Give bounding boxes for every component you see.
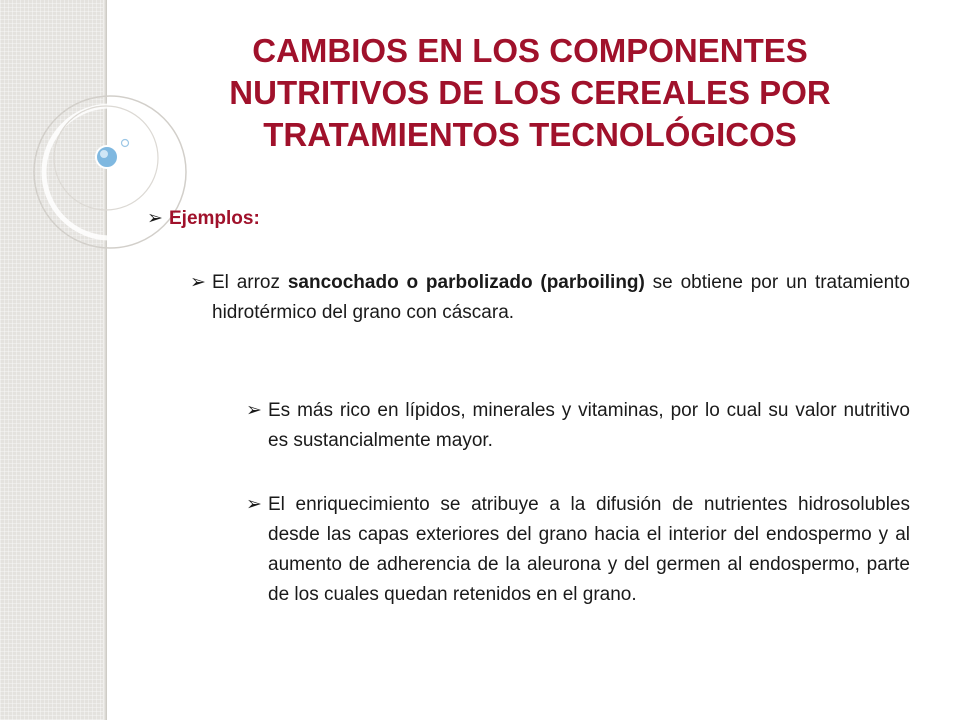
bullet-text: El enriquecimiento se atribuye a la difusión de nutrientes hidrosolubles desde las capas exteriores del grano hacia el interior del endospermo y al aumento de adherencia de la aleurona y del germen al endospermo, parte de los cuales quedan retenidos en el grano.: [268, 494, 910, 605]
arrow-bullet-icon: ➢: [147, 208, 163, 229]
section-bullet: [147, 204, 260, 234]
bullet-text-part: se obtiene por un tratamiento hidrotérmico del grano con cáscara.: [212, 272, 910, 323]
arrow-bullet-icon: ➢: [246, 400, 262, 421]
bullet-text: [212, 268, 910, 328]
bullet-enrichment: [246, 490, 910, 610]
section-label: Ejemplos:: [169, 208, 260, 229]
arrow-bullet-icon: ➢: [190, 272, 206, 293]
slide-title: CAMBIOS EN LOS COMPONENTES NUTRITIVOS DE LOS CEREALES POR TRATAMIENTOS TECNOLÓGICOS: [229, 32, 831, 153]
bullet-text-part: El arroz: [212, 272, 288, 293]
blue-bubble-icon: [96, 146, 118, 168]
bullet-nutrients: [246, 396, 910, 456]
bullet-text: Es más rico en lípidos, minerales y vitaminas, por lo cual su valor nutritivo es sustancialmente mayor.: [268, 400, 910, 451]
bullet-parboiling: [190, 268, 910, 328]
arrow-bullet-icon: ➢: [246, 494, 262, 515]
small-bubble-icon: [122, 140, 129, 147]
bullet-text-bold: sancochado o parbolizado (parboiling): [287, 272, 645, 293]
